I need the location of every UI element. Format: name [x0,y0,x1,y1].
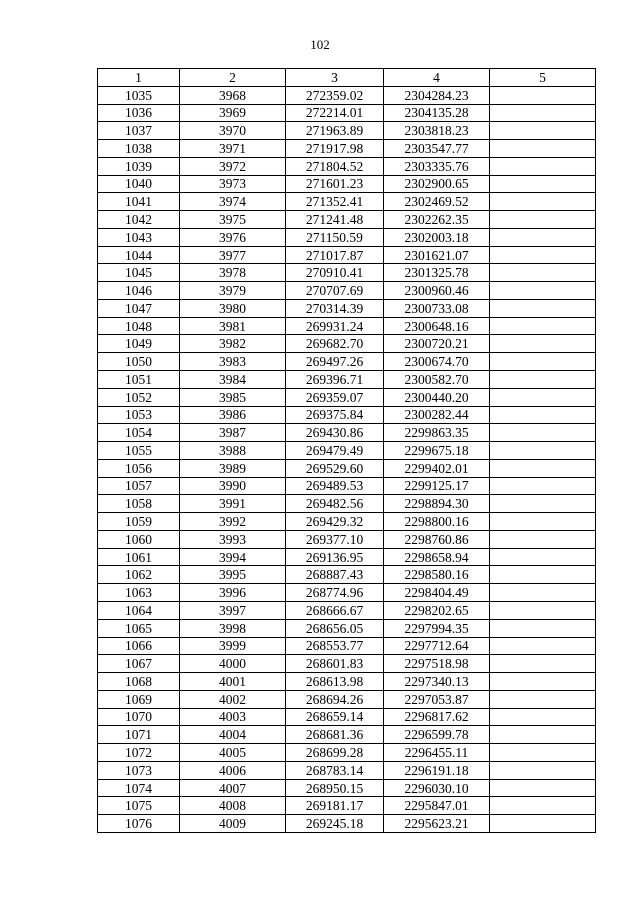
table-cell [490,601,596,619]
table-cell: 271601.23 [286,175,384,193]
table-cell: 1054 [98,424,180,442]
table-cell: 3993 [180,530,286,548]
table-cell: 3997 [180,601,286,619]
column-header: 3 [286,69,384,87]
table-cell: 2298658.94 [384,548,490,566]
table-cell: 3999 [180,637,286,655]
table-cell: 4009 [180,815,286,833]
table-row [98,797,596,815]
table-cell: 2303335.76 [384,157,490,175]
table-cell [490,459,596,477]
table-cell: 3988 [180,442,286,460]
table-cell [490,708,596,726]
table-cell: 269359.07 [286,388,384,406]
table-cell: 1044 [98,246,180,264]
table-cell: 269430.86 [286,424,384,442]
table-cell: 268699.28 [286,744,384,762]
table-row [98,282,596,300]
table-row [98,228,596,246]
table-cell: 1064 [98,601,180,619]
table-cell: 268601.83 [286,655,384,673]
table-row [98,424,596,442]
table-cell: 4001 [180,673,286,691]
table-cell: 2300582.70 [384,371,490,389]
table-row [98,761,596,779]
table-cell: 1048 [98,317,180,335]
table-cell [490,513,596,531]
table-row [98,708,596,726]
table-cell: 271917.98 [286,140,384,158]
table-cell: 3975 [180,211,286,229]
table-row [98,406,596,424]
table-cell [490,299,596,317]
table-cell [490,175,596,193]
table-cell: 271017.87 [286,246,384,264]
table-cell: 2300648.16 [384,317,490,335]
table-cell: 2296191.18 [384,761,490,779]
table-row [98,353,596,371]
table-cell: 1061 [98,548,180,566]
table-cell: 2301621.07 [384,246,490,264]
table-row [98,388,596,406]
table-cell: 4006 [180,761,286,779]
table-cell: 1058 [98,495,180,513]
table-cell: 271804.52 [286,157,384,175]
table-cell: 1047 [98,299,180,317]
column-header: 2 [180,69,286,87]
table-row [98,211,596,229]
table-cell: 4002 [180,690,286,708]
table-cell: 269482.56 [286,495,384,513]
table-cell: 2296030.10 [384,779,490,797]
table-row [98,637,596,655]
table-cell: 3970 [180,122,286,140]
table-cell: 3987 [180,424,286,442]
table-row [98,619,596,637]
table-cell [490,655,596,673]
table-cell: 3985 [180,388,286,406]
table-cell: 2299125.17 [384,477,490,495]
table-row [98,601,596,619]
table-cell: 2300960.46 [384,282,490,300]
table-row [98,459,596,477]
table-cell: 3983 [180,353,286,371]
table-cell: 268613.98 [286,673,384,691]
table-cell: 271963.89 [286,122,384,140]
table-cell: 269181.17 [286,797,384,815]
table-cell [490,619,596,637]
table-cell [490,761,596,779]
table-cell: 1067 [98,655,180,673]
table-cell: 2297994.35 [384,619,490,637]
table-cell [490,566,596,584]
table-cell [490,477,596,495]
table-cell: 3979 [180,282,286,300]
table-cell: 268656.05 [286,619,384,637]
table-cell: 3971 [180,140,286,158]
table-cell: 1060 [98,530,180,548]
table-row [98,513,596,531]
table-row [98,335,596,353]
table-row [98,779,596,797]
header-row [98,69,596,87]
table-cell: 1043 [98,228,180,246]
table-cell: 271352.41 [286,193,384,211]
table-cell [490,211,596,229]
table-cell: 1046 [98,282,180,300]
table-cell: 2297518.98 [384,655,490,673]
table-cell [490,193,596,211]
table-cell: 1041 [98,193,180,211]
table-cell [490,264,596,282]
table-cell: 3995 [180,566,286,584]
table-cell: 3974 [180,193,286,211]
table-cell: 2303818.23 [384,122,490,140]
table-cell [490,140,596,158]
table-cell: 2296599.78 [384,726,490,744]
table-cell: 1062 [98,566,180,584]
table-cell [490,442,596,460]
table-cell [490,388,596,406]
table-cell: 269245.18 [286,815,384,833]
table-cell: 3969 [180,104,286,122]
table-cell: 1072 [98,744,180,762]
table-cell: 4000 [180,655,286,673]
table-row [98,317,596,335]
coordinates-table [97,68,596,833]
table-cell: 3982 [180,335,286,353]
table-cell [490,104,596,122]
table-cell [490,282,596,300]
table-row [98,140,596,158]
table-cell: 269682.70 [286,335,384,353]
table-cell: 2296817.62 [384,708,490,726]
table-cell: 269375.84 [286,406,384,424]
table-cell: 2301325.78 [384,264,490,282]
table-cell [490,157,596,175]
table-cell: 2298404.49 [384,584,490,602]
table-cell [490,584,596,602]
table-cell: 270314.39 [286,299,384,317]
table-cell: 4008 [180,797,286,815]
column-header: 5 [490,69,596,87]
table-cell: 2303547.77 [384,140,490,158]
table-cell [490,424,596,442]
table-cell: 2295847.01 [384,797,490,815]
table-cell: 1055 [98,442,180,460]
table-cell: 1053 [98,406,180,424]
table-cell: 1065 [98,619,180,637]
table-cell: 2302003.18 [384,228,490,246]
table-cell: 1039 [98,157,180,175]
page-number: 102 [310,37,330,52]
table-cell: 1070 [98,708,180,726]
table-cell: 2298580.16 [384,566,490,584]
table-cell: 3976 [180,228,286,246]
table-cell: 2298894.30 [384,495,490,513]
table-cell: 2300282.44 [384,406,490,424]
table-row [98,548,596,566]
table-cell: 268950.15 [286,779,384,797]
table-cell: 1049 [98,335,180,353]
table-cell: 1071 [98,726,180,744]
table-cell: 269489.53 [286,477,384,495]
table-cell [490,530,596,548]
table-cell: 1050 [98,353,180,371]
table-row [98,530,596,548]
column-header: 4 [384,69,490,87]
table-row [98,726,596,744]
table-cell: 1035 [98,86,180,104]
table-cell [490,228,596,246]
table-row [98,566,596,584]
table-cell: 3998 [180,619,286,637]
column-header: 1 [98,69,180,87]
table-cell: 269479.49 [286,442,384,460]
table-cell: 3992 [180,513,286,531]
table-cell [490,637,596,655]
table-cell: 268887.43 [286,566,384,584]
table-cell: 2300440.20 [384,388,490,406]
table-cell: 4005 [180,744,286,762]
table-cell: 3977 [180,246,286,264]
table-cell: 2300720.21 [384,335,490,353]
table-cell: 268681.36 [286,726,384,744]
table-cell: 271241.48 [286,211,384,229]
table-cell: 2296455.11 [384,744,490,762]
table-cell [490,548,596,566]
table-cell: 2302262.35 [384,211,490,229]
table-cell: 1057 [98,477,180,495]
table-row [98,744,596,762]
table-cell: 3978 [180,264,286,282]
table-cell: 2304284.23 [384,86,490,104]
table-cell [490,86,596,104]
table-cell [490,335,596,353]
table-cell: 1073 [98,761,180,779]
table-cell: 268694.26 [286,690,384,708]
table-cell: 1038 [98,140,180,158]
table-cell: 3984 [180,371,286,389]
table-cell: 1068 [98,673,180,691]
table-cell: 1042 [98,211,180,229]
table-row [98,104,596,122]
table-cell: 268553.77 [286,637,384,655]
table-row [98,815,596,833]
table-cell: 3981 [180,317,286,335]
table-cell: 2298760.86 [384,530,490,548]
table-cell: 269396.71 [286,371,384,389]
table-cell: 2302469.52 [384,193,490,211]
table-row [98,690,596,708]
table-cell: 269497.26 [286,353,384,371]
table-cell [490,246,596,264]
table-cell: 3968 [180,86,286,104]
table-cell [490,122,596,140]
table-cell: 268774.96 [286,584,384,602]
table-cell: 1036 [98,104,180,122]
table-row [98,86,596,104]
table-cell: 1076 [98,815,180,833]
table-cell: 1059 [98,513,180,531]
table-row [98,655,596,673]
table-cell [490,690,596,708]
table-cell: 2300733.08 [384,299,490,317]
table-cell: 2304135.28 [384,104,490,122]
table-cell: 272214.01 [286,104,384,122]
table-cell [490,779,596,797]
table-cell: 270707.69 [286,282,384,300]
table-cell: 3991 [180,495,286,513]
table-cell: 3996 [180,584,286,602]
table-cell: 3994 [180,548,286,566]
table-cell: 269429.32 [286,513,384,531]
table-cell: 2300674.70 [384,353,490,371]
table-cell [490,353,596,371]
table-row [98,175,596,193]
table-cell: 1066 [98,637,180,655]
table-body [98,86,596,832]
table-cell: 3986 [180,406,286,424]
table-cell: 1045 [98,264,180,282]
table-cell: 2299675.18 [384,442,490,460]
table-cell: 3989 [180,459,286,477]
table-row [98,477,596,495]
table-cell: 2299402.01 [384,459,490,477]
table-row [98,122,596,140]
table-cell: 2299863.35 [384,424,490,442]
table-cell: 269136.95 [286,548,384,566]
table-row [98,495,596,513]
table-cell: 269377.10 [286,530,384,548]
table-cell [490,797,596,815]
table-cell: 1075 [98,797,180,815]
table-cell: 1069 [98,690,180,708]
table-cell: 2297712.64 [384,637,490,655]
table-cell: 2295623.21 [384,815,490,833]
table-cell: 269529.60 [286,459,384,477]
table-cell: 270910.41 [286,264,384,282]
table-row [98,299,596,317]
table-cell: 3972 [180,157,286,175]
table-cell: 4004 [180,726,286,744]
table-cell: 3973 [180,175,286,193]
table-cell: 1037 [98,122,180,140]
table-cell: 268659.14 [286,708,384,726]
table-cell: 269931.24 [286,317,384,335]
table-cell: 4007 [180,779,286,797]
table-cell [490,673,596,691]
table-cell [490,744,596,762]
table-cell [490,406,596,424]
table-cell [490,815,596,833]
table-cell: 2298202.65 [384,601,490,619]
table-cell [490,495,596,513]
table-row [98,246,596,264]
table-row [98,584,596,602]
table-cell: 3990 [180,477,286,495]
table-cell: 3980 [180,299,286,317]
table-header [98,69,596,87]
table-row [98,157,596,175]
table-row [98,193,596,211]
table-row [98,442,596,460]
table-row [98,264,596,282]
table-cell [490,371,596,389]
table-cell: 272359.02 [286,86,384,104]
table-cell: 271150.59 [286,228,384,246]
table-cell: 1052 [98,388,180,406]
table-row [98,673,596,691]
table-cell: 1040 [98,175,180,193]
table-cell: 2297053.87 [384,690,490,708]
table-cell: 2297340.13 [384,673,490,691]
table-cell: 1051 [98,371,180,389]
table-cell: 1063 [98,584,180,602]
table-cell [490,726,596,744]
table-cell: 2302900.65 [384,175,490,193]
table-cell: 4003 [180,708,286,726]
table-cell: 2298800.16 [384,513,490,531]
table-row [98,371,596,389]
table-cell [490,317,596,335]
table-cell: 268783.14 [286,761,384,779]
table-cell: 268666.67 [286,601,384,619]
table-cell: 1056 [98,459,180,477]
table-cell: 1074 [98,779,180,797]
